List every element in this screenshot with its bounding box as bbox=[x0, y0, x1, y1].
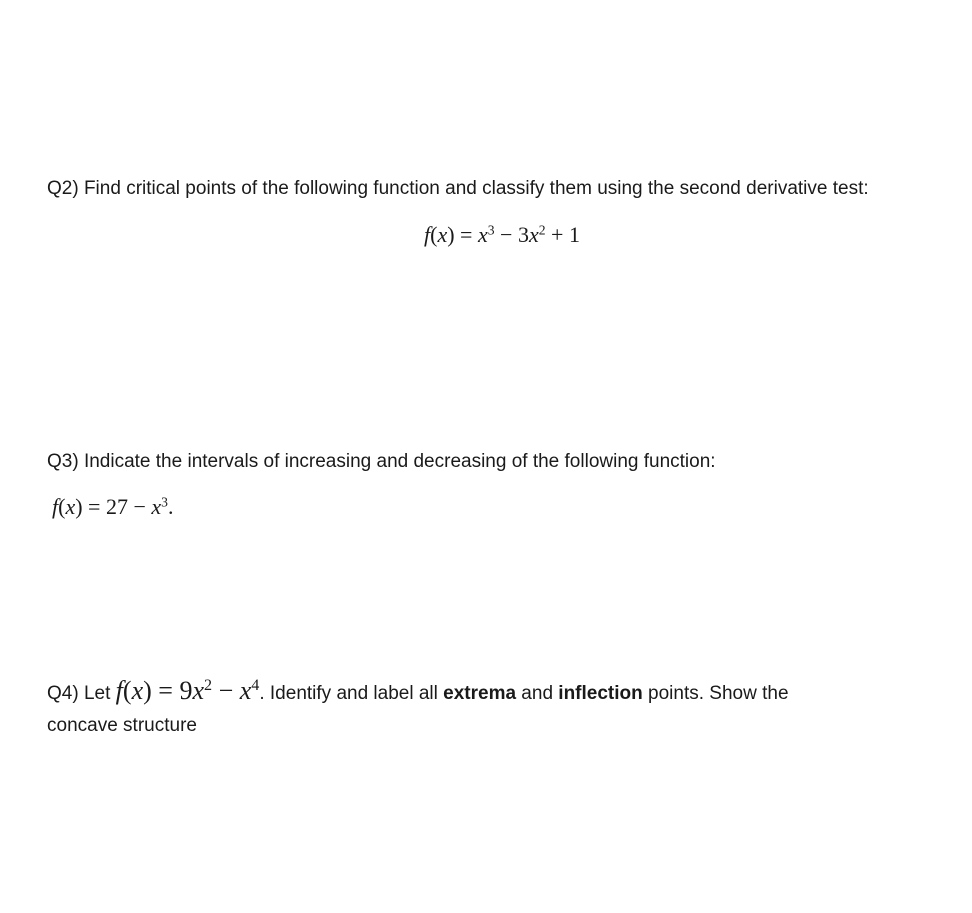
q2-prompt: Q2) Find critical points of the following function and classify them using the second derivative test: bbox=[47, 178, 869, 199]
q4-term1-base: x bbox=[192, 676, 204, 705]
q2-op2: + 1 bbox=[545, 222, 580, 247]
q2-rhs-prefix: = bbox=[454, 222, 478, 247]
q4-term2-base: x bbox=[239, 676, 252, 705]
q4-tail: points. Show the bbox=[642, 683, 789, 704]
q4-formula: $f(x) = 9x^2 - x^4$ bbox=[115, 676, 260, 705]
q4-rhs-prefix: = 9 bbox=[151, 676, 193, 705]
q4-line1 bbox=[47, 676, 789, 706]
q4-line2: concave structure bbox=[47, 715, 197, 736]
q2-term2-exp: 2 bbox=[538, 222, 546, 238]
q4-mid: and bbox=[516, 683, 559, 704]
q4-term1-exp: 2 bbox=[204, 677, 213, 695]
q2-term2-base: x bbox=[528, 222, 539, 247]
q3-var: x bbox=[65, 494, 76, 519]
q2-fn: f bbox=[424, 222, 431, 247]
q4-bold-extrema: extrema bbox=[443, 683, 517, 704]
q3-term-exp: 3 bbox=[161, 494, 168, 510]
q4-after-math: . Identify and label all bbox=[259, 683, 444, 704]
q4-lead: Q4) Let bbox=[47, 683, 116, 704]
q4-var: x bbox=[131, 676, 144, 705]
q4-bold-inflection: inflection bbox=[558, 683, 643, 704]
q3-formula: $f(x) = 27 - x^3$. bbox=[52, 494, 174, 519]
q3-prompt: Q3) Indicate the intervals of increasing and decreasing of the following function: bbox=[47, 451, 716, 472]
q2-term1-base: x bbox=[477, 222, 488, 247]
q3-term-base: x bbox=[151, 494, 162, 519]
q2-formula: $f(x) = x^3 - 3x^2 + 1$ bbox=[424, 222, 580, 247]
q3-fn: f bbox=[52, 494, 59, 519]
q2-var: x bbox=[437, 222, 448, 247]
q2-term1-exp: 3 bbox=[487, 222, 495, 238]
q3-rhs-prefix: = 27 − bbox=[82, 494, 152, 519]
q3-suffix: . bbox=[167, 494, 174, 519]
q2-op1: − 3 bbox=[494, 222, 529, 247]
q4-op: − bbox=[212, 676, 240, 705]
q4-term2-exp: 4 bbox=[251, 677, 260, 695]
q4-fn: f bbox=[115, 676, 123, 705]
